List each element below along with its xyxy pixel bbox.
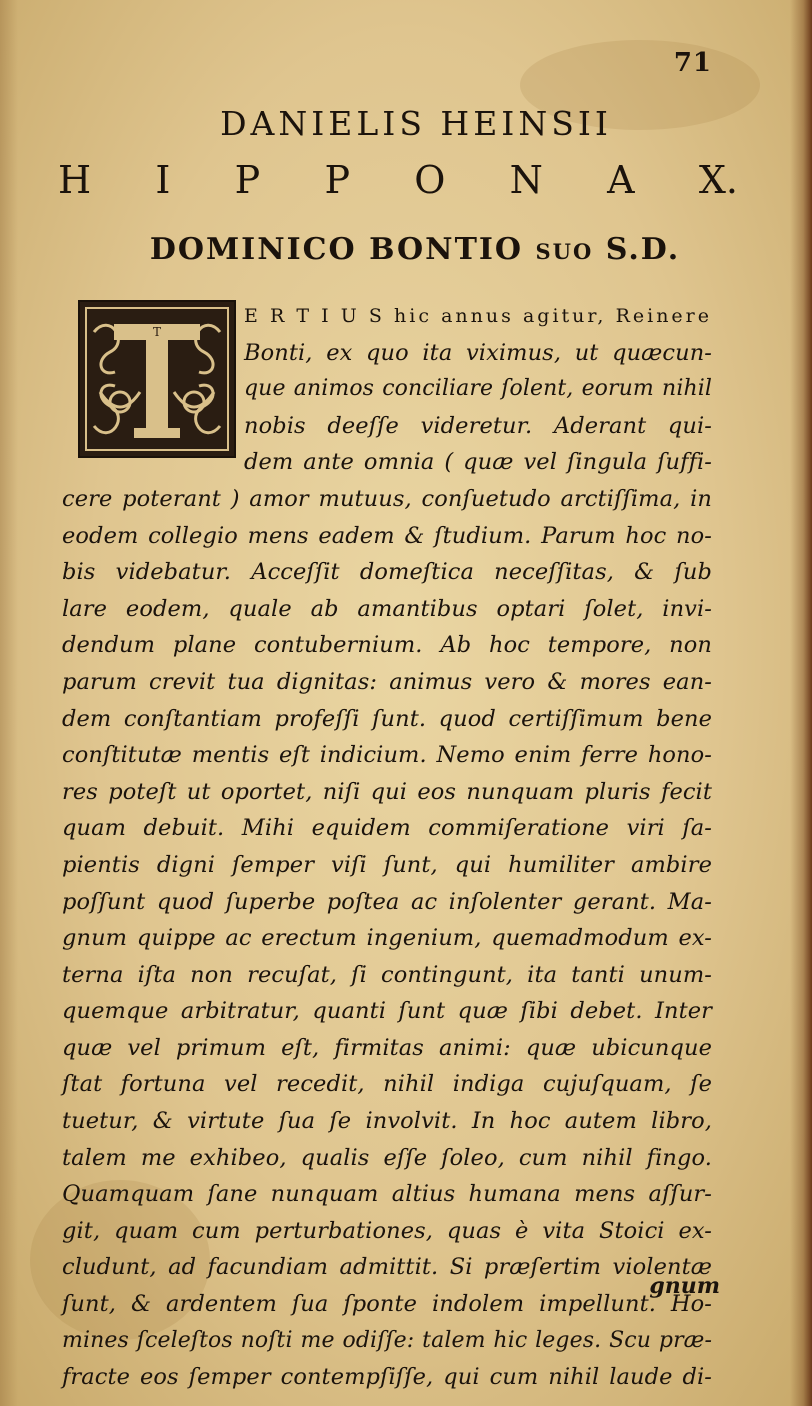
text-line: conſtitutæ mentis eſt indicium. Nemo enim ferre hono-	[62, 742, 712, 769]
text-line: cludunt, ad facundiam admittit. Si præſertim violentæ	[62, 1254, 712, 1281]
text-line: eodem collegio mens eadem & ſtudium. Parum hoc no-	[62, 522, 712, 549]
page-number: 71	[673, 48, 712, 78]
title-heading	[58, 158, 738, 202]
title-letter: X.	[698, 158, 738, 202]
text-line: quæ vel primum eſt, firmitas animi: quæ ubicunque	[62, 1034, 712, 1061]
text-line: Bonti, ex quo ita viximus, ut quæcun-	[244, 339, 712, 366]
text-line: cere poterant ) amor mutuus, conſuetudo arctiſſima, in	[62, 485, 712, 512]
title-letter: O	[414, 158, 446, 202]
text-line: git, quam cum perturbationes, quas è vita Stoici ex-	[62, 1217, 712, 1244]
title-letter: P	[234, 158, 261, 202]
text-line: ſtat fortuna vel recedit, nihil indiga cujuſquam, ſe	[62, 1071, 712, 1098]
text-line: Quamquam ſane nunquam altius humana mens aſſur-	[62, 1181, 712, 1208]
text-line: gnum quippe ac erectum ingenium, quemadmodum ex-	[62, 925, 712, 952]
text-line: poſſunt quod ſuperbe poſtea ac inſolenter gerant. Ma-	[62, 888, 712, 915]
title-letter: I	[155, 158, 171, 202]
initial-letter: T	[152, 325, 162, 339]
text-line: tuetur, & virtute ſua ſe involvit. In hoc autem libro,	[62, 1108, 712, 1135]
text-line: fracte eos ſemper contempſiſſe, qui cum nihil laude di-	[62, 1364, 712, 1391]
text-line: quemque arbitratur, quanti ſunt quæ ſibi debet. Inter	[62, 998, 712, 1025]
text-line: dendum plane contubernium. Ab hoc tempore, non	[62, 632, 712, 659]
title-letter: P	[324, 158, 351, 202]
page-right-edge	[790, 0, 812, 1406]
text-line: talem me exhibeo, qualis eſſe ſoleo, cum nihil fingo.	[62, 1144, 712, 1171]
catchword: gnum	[649, 1273, 720, 1299]
text-line: res poteſt ut oportet, niſi qui eos nunquam pluris fecit	[62, 778, 712, 805]
text-line: quam debuit. Mihi equidem commiſeratione viri ſa-	[62, 815, 712, 842]
text-line: dem conſtantiam profeſſi ſunt. quod certiſſimum bene	[62, 705, 712, 732]
text-line: parum crevit tua dignitas: animus vero & mores ean-	[62, 668, 712, 695]
text-line: dem ante omnia ( quæ vel ſingula ſuffi-	[244, 449, 712, 476]
title-letter: N	[509, 158, 543, 202]
dedication-line: DOMINICO BONTIO ſuo S.D.	[149, 232, 681, 267]
author-heading: DANIELIS HEINSII	[220, 104, 612, 143]
text-line: mines ſceleſtos noſti me odiſſe: talem hic leges. Scu præ-	[62, 1327, 712, 1353]
text-line: bis videbatur. Acceſſit domeſtica neceſſitas, & ſub	[62, 559, 712, 586]
text-line: lare eodem, quale ab amantibus optari ſolet, invi-	[62, 595, 712, 622]
text-line: pientis digni ſemper viſi ſunt, qui humiliter ambire	[62, 851, 712, 878]
title-letter: H	[58, 158, 92, 202]
text-line: terna iſta non recuſat, ſi contingunt, ita tanti unum-	[62, 961, 712, 988]
page-left-edge	[0, 0, 18, 1406]
title-letter: A	[607, 158, 635, 202]
text-line: que animos conciliare ſolent, eorum nihil	[244, 376, 712, 402]
text-line: nobis deeſſe videretur. Aderant qui-	[244, 412, 712, 439]
body-text	[62, 298, 712, 1396]
text-line: E R T I U S hic annus agitur, Reinere	[244, 305, 712, 327]
text-line: ſunt, & ardentem ſua ſponte indolem impellunt. Ho-	[62, 1291, 712, 1318]
